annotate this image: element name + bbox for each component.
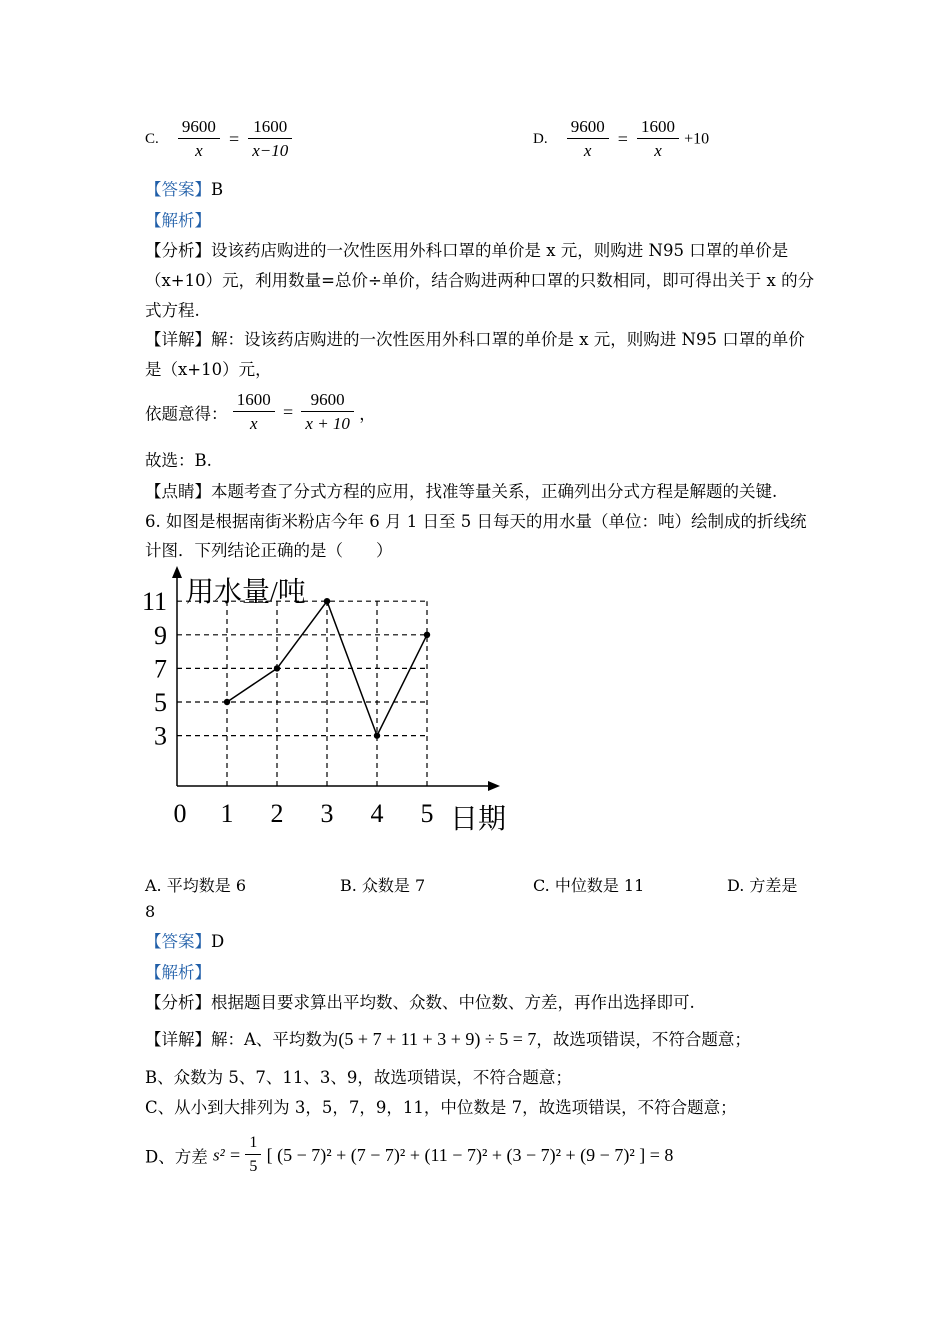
option-d-label: D. [533,131,548,147]
x-axis-title: 日期 [450,804,507,835]
fraction-denominator: x−10 [252,141,289,160]
q6-option-c: C. 中位数是 11 [533,876,645,895]
fraction-numerator: 1600 [233,389,275,412]
fraction-denominator: x [654,141,662,160]
answer-value: D [211,932,225,951]
x-tick-label-2: 2 [270,799,284,828]
analysis-tag: 【分析】 [145,993,211,1012]
option-d [533,116,709,163]
y-tick-label-7: 7 [154,654,167,684]
variance-symbol: s² [212,1145,225,1165]
option-d-extra: +10 [684,130,710,148]
fraction-numerator: 9600 [567,116,609,139]
detail-text: 解：设该药店购进的一次性医用外科口罩的单价是 x 元，则购进 N95 口罩的单价 [211,330,805,349]
detail-tag: 【详解】 [145,1030,211,1049]
y-axis-title: 用水量/吨 [186,577,306,608]
detail-d-prefix: D、方差 [145,1147,208,1167]
water-usage-line-chart [140,562,520,840]
variance-formula: [ (5 − 7)² + (7 − 7)² + (11 − 7)² + (3 − 7)² + (9 − 7)² ] = 8 [266,1145,674,1165]
q6-answer [145,931,224,953]
q6-detail-a [145,1028,751,1051]
x-axis-arrow [488,781,500,791]
equation-suffix: ， [359,404,376,424]
answer-value: B [211,180,224,199]
x-tick-label-3: 3 [320,799,334,828]
data-point-day-3 [324,598,330,604]
detail-a-suffix: ，故选项错误，不符合题意； [536,1030,751,1049]
q5-answer [145,179,223,201]
equation-prefix: 依题意得： [145,404,228,424]
q6-analysis [145,992,695,1014]
data-point-day-4 [374,732,380,738]
option-c-lhs [178,116,220,163]
detail-tag: 【详解】 [145,330,211,349]
comment-tag: 【点睛】 [145,482,211,501]
fraction-numerator: 1 [245,1132,261,1155]
option-d-rhs [637,116,679,163]
q6-jiexi: 【解析】 [145,963,211,982]
analysis-text: 根据题目要求算出平均数、众数、中位数、方差，再作出选择即可. [211,993,695,1012]
q6-option-b: B. 众数是 7 [340,876,426,895]
equals-sign: = [228,129,240,149]
y-tick-label-3: 3 [154,721,167,751]
fraction-numerator: 1600 [637,116,679,139]
x-tick-label-5: 5 [420,799,434,828]
y-axis-arrow [172,566,182,578]
analysis-text: 设该药店购进的一次性医用外科口罩的单价是 x 元，则购进 N95 口罩的单价是 [211,241,789,260]
fraction-denominator: x + 10 [305,414,350,433]
equals-sign: = [617,129,628,149]
q6-detail-b: B、众数为 5、7、11、3、9，故选项错误，不符合题意； [145,1068,572,1087]
q6-detail-d [145,1132,673,1179]
q5-analysis-line3: 式方程. [145,301,200,320]
fraction-denominator: x [249,414,258,433]
q5-analysis-line1 [145,240,788,262]
fraction-denominator: x [195,141,203,160]
q5-equation [145,389,376,436]
x-tick-label-4: 4 [370,799,384,828]
answer-tag: 【答案】 [145,932,211,951]
data-point-day-2 [274,665,280,671]
y-tick-label-5: 5 [154,688,167,717]
fraction-numerator: 9600 [301,389,354,412]
equation-lhs [233,389,275,436]
option-c [145,116,292,163]
comment-text: 本题考查了分式方程的应用，找准等量关系，正确列出分式方程是解题的关键. [211,482,778,501]
option-c-label: C. [145,131,159,147]
detail-a-prefix: 解：A、平均数为 [211,1030,339,1049]
fraction-numerator: 1600 [248,116,292,139]
q5-comment [145,481,777,503]
q5-analysis-line2: （x+10）元，利用数量=总价÷单价，结合购进两种口罩的只数相同，即可得出关于 x 的分 [145,271,815,290]
y-tick-label-11: 11 [141,587,167,617]
equals-sign: = [283,402,294,422]
fraction-numerator: 9600 [178,116,220,139]
x-tick-label-1: 1 [220,799,234,828]
option-c-rhs [248,116,292,163]
q6-option-a: A. 平均数是 6 [145,876,246,895]
data-point-day-5 [424,632,430,638]
q6-option-d: D. 方差是 [727,876,798,895]
answer-tag: 【答案】 [145,180,211,199]
fraction-denominator: 5 [249,1158,258,1175]
q6-option-d-cont: 8 [145,902,156,921]
q5-detail-line1 [145,329,805,351]
fraction-denominator: x [583,141,592,160]
q5-detail-line2: 是（x+10）元， [145,360,272,379]
option-d-lhs [567,116,609,163]
analysis-tag: 【分析】 [145,241,211,260]
q6-stem-line2: 计图．下列结论正确的是（ ） [145,541,393,560]
variance-fraction [245,1132,261,1179]
equation-rhs [301,389,354,436]
origin-label: 0 [173,799,187,828]
equals-sign: = [229,1145,241,1165]
q6-stem-line1: 6. 如图是根据南街米粉店今年 6 月 1 日至 5 日每天的用水量（单位：吨）绘制成的折线统 [145,512,807,531]
mean-formula: (5 + 7 + 11 + 3 + 9) ÷ 5 = 7 [338,1029,537,1049]
y-tick-label-9: 9 [154,620,167,650]
q5-choose: 故选：B. [145,451,212,470]
q5-jiexi: 【解析】 [145,211,211,230]
q6-detail-c: C、从小到大排列为 3，5，7，9，11，中位数是 7，故选项错误，不符合题意； [145,1098,737,1117]
data-point-day-1 [224,699,230,705]
